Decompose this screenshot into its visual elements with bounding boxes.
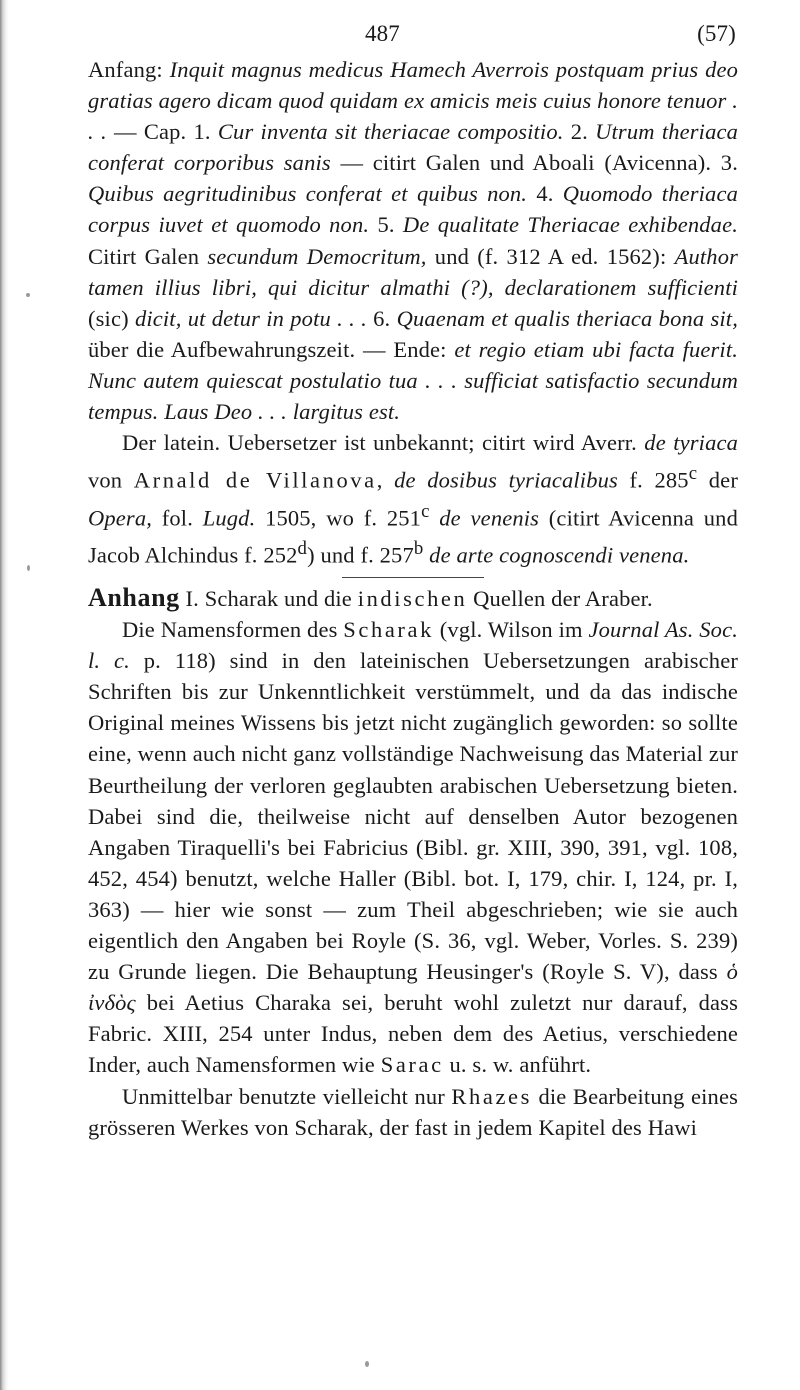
latin-text: Utrum theriaca conferat corporibus sanis xyxy=(88,119,739,176)
text: (vgl. Wilson im xyxy=(433,617,589,643)
spaced-name: Rhazes xyxy=(451,1083,532,1109)
spaced-name: Scharak xyxy=(343,617,434,643)
text: Citirt Galen xyxy=(88,243,208,269)
text: Quellen der Araber. xyxy=(467,586,653,611)
latin-text: Author tamen illius libri, qui dicitur almathi (?), declarationem sufficienti xyxy=(88,243,738,300)
text: — citirt Galen und Aboali (Avicenna). 3. xyxy=(330,150,738,176)
latin-text: de tyriaca xyxy=(644,430,739,456)
text: 2. xyxy=(563,119,596,145)
paragraph-translator xyxy=(88,427,738,571)
page-number: 487 xyxy=(365,21,400,46)
text: bei Aetius Charaka sei, beruht wohl zuletzt nur darauf, dass Fabric. XIII, 254 unter Indus, neben dem des Aetius, verschiedene Inder, auch Namensformen wie xyxy=(88,990,738,1078)
text: (citirt Avicenna und Jacob Alchindus f. 252 xyxy=(88,505,738,568)
superscript: d xyxy=(297,538,308,560)
latin-text: dicit, ut detur in potu . . . xyxy=(134,305,367,331)
latin-text: de dosibus tyriacalibus xyxy=(394,467,618,493)
latin-text: Cur inventa sit theriacae compositio. xyxy=(217,119,564,145)
latin-text: Journal As. Soc. l. c. xyxy=(88,617,738,674)
latin-text: De qualitate Theriacae exhibendae. xyxy=(402,212,738,238)
text: p. 118) sind in den lateinischen Uebersetzungen arabischer Schriften bis zur Unkenntlichkeit verstümmelt, und da das indische Original meines Wissens bis jetzt nicht zugänglich geworden: so sollte eine, wenn auch nicht ganz vollständige Nachweisung das Material zur Beurtheilung der verloren geglaubten arabischen Uebersetzung bieten. Dabei sind die, theilweise nicht auf denselben Autor bezogenen Angaben Tiraquelli's bei Fabricius (Bibl. gr. XIII, 390, 391, vgl. 108, 452, 454) benutzt, welche Haller (Bibl. bot. I, 179, chir. I, 124, pr. I, 363) — hier wie sonst — zum Theil abgeschrieben; wie sie auch eigentlich den Angaben bei Royle (S. 36, vgl. Weber, Vorles. S. 239) zu Grunde liegen. Die Behauptung Heusinger's (Royle S. V), dass xyxy=(88,648,738,985)
text: I. Scharak und die xyxy=(179,586,358,611)
text: (sic) xyxy=(88,305,135,331)
section-divider xyxy=(342,577,484,578)
text: u. s. w. anführt. xyxy=(443,1052,592,1078)
margin-speck xyxy=(26,293,30,297)
text: — Cap. 1. xyxy=(106,119,218,145)
text: über die Aufbewahrungszeit. — Ende: xyxy=(88,336,455,362)
superscript: c xyxy=(688,463,698,485)
text: 1505, wo f. 251 xyxy=(255,505,422,531)
spaced-name: Sarac xyxy=(380,1052,444,1078)
page-edge-shadow xyxy=(0,0,9,1390)
text: 6. xyxy=(366,305,397,331)
text: ) und f. 257 xyxy=(307,542,414,568)
appendix-heading xyxy=(88,582,738,614)
latin-text: Quaenam et qualis theriaca bona sit, xyxy=(396,305,738,331)
page-speck xyxy=(365,1361,369,1367)
text: und (f. 312 A ed. 1562): xyxy=(426,243,675,269)
text: von xyxy=(88,467,134,493)
paragraph-namensformen xyxy=(88,614,738,1080)
text xyxy=(430,505,440,530)
appendix-label: Anhang xyxy=(88,583,180,612)
latin-text: secundum Democritum, xyxy=(207,243,427,269)
latin-text: Lugd. xyxy=(202,505,256,531)
book-page xyxy=(88,18,738,1143)
latin-text: de arte cognoscendi venena. xyxy=(429,542,690,568)
running-header xyxy=(88,18,738,54)
text: f. 285 xyxy=(617,467,689,493)
margin-speck xyxy=(27,565,30,571)
paragraph-rhazes xyxy=(88,1081,738,1143)
text: der xyxy=(697,467,738,493)
text: Anfang: xyxy=(88,57,170,82)
text: 5. xyxy=(369,212,403,238)
text: Der latein. Uebersetzer ist unbekannt; citirt wird Averr. xyxy=(122,430,645,456)
greek-text: ὁ ἰνδὸς xyxy=(88,959,738,1016)
spaced-word: indischen xyxy=(357,586,468,611)
section-number: (57) xyxy=(697,21,736,46)
latin-text: Quomodo theriaca corpus iuvet et quomodo non. xyxy=(88,181,738,238)
latin-text: Opera, xyxy=(88,505,153,531)
superscript: b xyxy=(413,538,424,560)
text: die Bearbeitung eines grösseren Werkes von Scharak, der fast in jedem Kapitel des Hawi xyxy=(88,1083,739,1140)
latin-text: et regio etiam ubi facta fuerit. Nunc autem quiescat postulatio tua . . . sufficiat satisfactio secundum tempus. Laus Deo . . . largitus est. xyxy=(88,336,738,425)
latin-text: Inquit magnus medicus Hamech Averrois postquam prius deo gratias agero dicam quod quidam ex amicis meis cuius honore tenuor . . . xyxy=(88,57,739,145)
latin-text: de venenis xyxy=(439,505,540,531)
text: Die Namensformen des xyxy=(122,617,344,643)
text: 4. xyxy=(527,181,563,207)
spaced-name: Arnald de Villanova xyxy=(133,467,377,493)
superscript: c xyxy=(421,500,430,522)
text: Unmittelbar benutzte vielleicht nur xyxy=(122,1083,452,1109)
latin-text: Quibus aegritudinibus conferat et quibus non. xyxy=(88,181,528,207)
paragraph-incipit xyxy=(88,54,738,427)
text: fol. xyxy=(152,505,203,531)
text: , xyxy=(376,467,395,493)
